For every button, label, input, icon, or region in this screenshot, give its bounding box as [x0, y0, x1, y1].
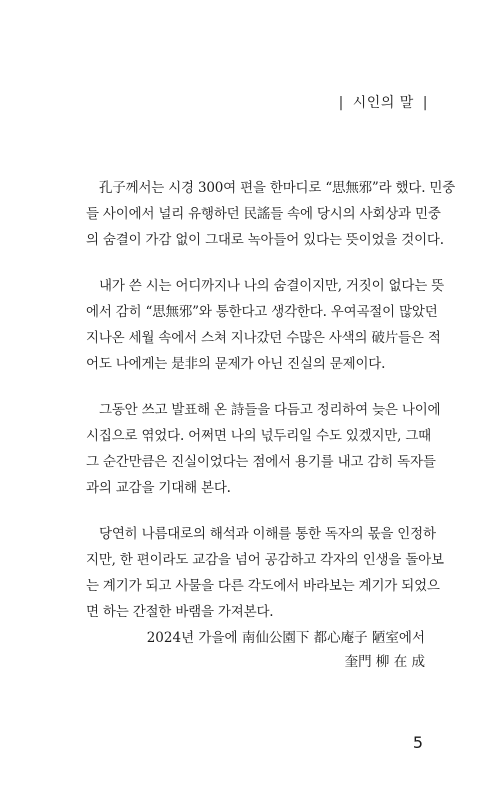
page-header	[335, 92, 432, 112]
signature-block	[147, 626, 425, 674]
header-bar-left: |	[338, 95, 344, 111]
paragraph-line: 에서 감히 “思無邪”와 통한다고 생각한다. 우여곡절이 많았던	[86, 304, 438, 320]
paragraph-line: 그동안 쓰고 발표해 온 詩들을 다듬고 정리하여 늦은 나이에	[99, 402, 441, 418]
paragraph-line: 과의 교감을 기대해 본다.	[86, 480, 231, 496]
paragraph-3	[86, 397, 441, 501]
paragraph-line: 어도 나에게는 是非의 문제가 아닌 진실의 문제이다.	[86, 356, 386, 372]
paragraph-line: 지만, 한 편이라도 교감을 넘어 공감하고 각자의 인생을 돌아보	[86, 552, 444, 568]
paragraph-line: 그 순간만큼은 진실이었다는 점에서 용기를 내고 감히 독자들	[86, 454, 436, 470]
paragraph-line: 들 사이에서 널리 유행하던 民謠들 속에 당시의 사회상과 민중	[86, 206, 441, 222]
paragraph-line: 孔子께서는 시경 300여 편을 한마디로 “思無邪”라 했다. 민중	[99, 180, 456, 196]
preface-body	[86, 175, 456, 645]
paragraph-1	[86, 175, 456, 253]
paragraph-line: 지나온 세월 속에서 스쳐 지나갔던 수많은 사색의 破片들은 적	[86, 330, 441, 346]
signature-place-date: 2024년 가을에 南仙公園下 都心庵子 陋室에서	[146, 630, 425, 646]
paragraph-line: 시집으로 엮었다. 어쩌면 나의 넋두리일 수도 있겠지만, 그때	[86, 428, 432, 444]
paragraph-line: 의 숨결이 가감 없이 그대로 녹아들어 있다는 뜻이었을 것이다.	[86, 232, 444, 248]
paragraph-4	[86, 521, 444, 625]
signature-author: 奎門 柳 在 成	[344, 654, 425, 670]
page-number: 5	[412, 733, 423, 752]
paragraph-line: 내가 쓴 시는 어디까지나 나의 숨결이지만, 거짓이 없다는 뜻	[99, 278, 445, 294]
section-title: 시인의 말	[352, 95, 414, 111]
paragraph-line: 는 계기가 되고 사물을 다른 각도에서 바라보는 계기가 되었으	[86, 578, 440, 594]
paragraph-2	[86, 273, 445, 377]
paragraph-line: 당연히 나름대로의 해석과 이해를 통한 독자의 몫을 인정하	[99, 526, 436, 542]
paragraph-line: 면 하는 간절한 바램을 가져본다.	[86, 604, 274, 620]
header-bar-right: |	[422, 95, 428, 111]
